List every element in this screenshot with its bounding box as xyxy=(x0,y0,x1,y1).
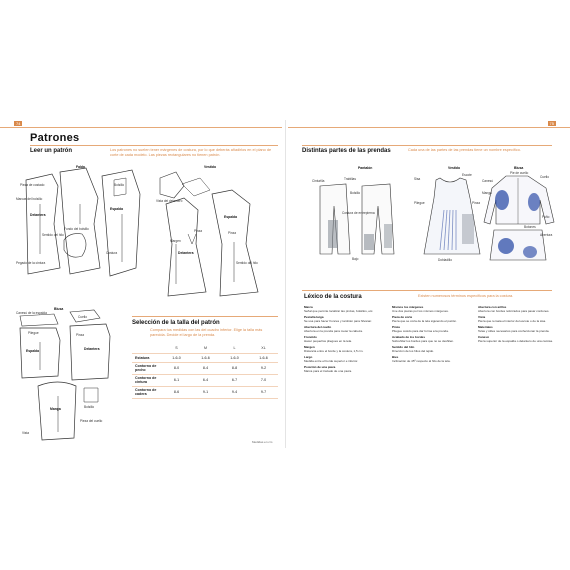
size-header-blank xyxy=(132,344,162,353)
glossary-def: Medida entre el borde superior e inferior. xyxy=(304,359,359,364)
trousers-illustration xyxy=(312,164,400,264)
trousers-label-loops: Trabillas xyxy=(344,177,356,181)
label-collar-piece: Pieza del cuello xyxy=(80,419,103,423)
trousers-label-hem: Bajo xyxy=(352,257,359,261)
glossary-term: Pieza de corte xyxy=(392,315,413,320)
label-pleat: Pliegue xyxy=(28,331,39,335)
left-page-number: 74 xyxy=(16,121,21,126)
glossary-def: Abertura con bordes reforzados para pasar cordones. xyxy=(478,309,550,314)
cell-value: 8-8 xyxy=(220,362,249,374)
skirt-diagram-title: Falda xyxy=(76,165,85,169)
label-facing: Vista xyxy=(22,431,30,435)
dress-title: Vestido xyxy=(448,166,461,170)
glossary-term: Marca xyxy=(304,305,313,310)
glossary-column-1 xyxy=(304,304,380,374)
blouse-pattern-diagram xyxy=(14,306,124,446)
blouse-title: Blusa xyxy=(514,166,524,170)
label-dress-grain: Sentido del hilo xyxy=(236,261,258,265)
glossary-term: Materiales xyxy=(478,325,493,330)
glossary-term: Canesú xyxy=(478,335,489,340)
cell-value: 1-6-6 xyxy=(191,353,220,362)
label-blouse-dart: Pinza xyxy=(76,333,84,337)
trousers-label-waistband: Cinturilla xyxy=(312,179,325,183)
glossary-heading: Léxico de la costura xyxy=(304,294,362,300)
cell-value: 6-7 xyxy=(220,374,249,386)
parts-rule xyxy=(302,145,552,146)
trousers-title: Pantalón xyxy=(358,166,373,170)
glossary-def: Marca para el trazado de una pieza. xyxy=(304,369,353,374)
row-label: Contorno de cintura xyxy=(132,374,162,386)
label-pocket-bottom: Fondo del bolsillo xyxy=(64,227,89,231)
skirt-pattern-diagram xyxy=(14,164,154,304)
chapter-title: Patrones xyxy=(30,132,80,144)
dress-front-outline xyxy=(166,198,206,296)
blouse-label-collar-stand: Pie de cuello xyxy=(510,171,529,175)
blouse-print-back-left xyxy=(498,238,514,254)
glossary-term: Mismos los márgenes xyxy=(392,305,424,310)
blouse-label-cuff: Puño xyxy=(542,215,550,219)
title-rule xyxy=(30,145,278,146)
blouse-label-buttons: Botones xyxy=(524,225,536,229)
glossary-def: Se usa para hacer frunces y también para hilvanar. xyxy=(304,319,372,324)
table-row xyxy=(132,386,278,398)
label-pocket-marks: Marcas del bolsillo xyxy=(16,197,43,201)
measure-note: Medidas en cm xyxy=(252,440,273,444)
cell-value: 8-6 xyxy=(162,386,191,398)
trousers-back-shade-2 xyxy=(384,224,392,248)
pocket-mark-outline xyxy=(114,178,126,196)
label-margin: Margen xyxy=(170,239,181,243)
glossary-def: Pieza superior de la espalda o delantero de una camisa. xyxy=(478,339,553,344)
size-table-header-row xyxy=(132,344,278,353)
glossary-rule xyxy=(302,290,552,291)
size-section-rule xyxy=(132,316,278,317)
glossary-term: Abertura con arillos xyxy=(478,305,507,310)
glossary-column-3 xyxy=(478,304,554,344)
read-pattern-heading: Leer un patrón xyxy=(30,148,73,154)
label-seam: Costura xyxy=(106,251,118,255)
label-grain: Sentido del hilo xyxy=(42,233,64,237)
label-blouse-back: Espalda xyxy=(26,349,40,353)
dress-label-armhole: Sisa xyxy=(414,177,421,181)
glossary-def: Sobrehilar los bordes para que no se deshilen. xyxy=(392,339,455,344)
glossary-def: Pieza que remata el interior del escote o de la sisa. xyxy=(478,319,547,324)
cell-value: 6-1 xyxy=(162,374,191,386)
cell-value: 6-4 xyxy=(191,374,220,386)
glossary-term: Margen xyxy=(304,345,315,350)
collar-piece-outline xyxy=(182,178,210,196)
label-back: Espalda xyxy=(110,207,124,211)
blouse-diagram-title: Blusa xyxy=(54,307,64,311)
glossary-def: Une dos piezas por los mismos márgenes. xyxy=(392,309,449,314)
glossary-term: Largo xyxy=(304,355,313,360)
cell-value: 1-6-6 xyxy=(249,353,278,362)
size-selection-heading: Selección de la talla del patrón xyxy=(132,320,220,326)
read-pattern-intro: Los patrones no suelen tener márgenes de costura, por lo que deberás añadirlos en el plano de corte de cada modelo. Las piezas rectangulares no tienen patrón. xyxy=(110,148,272,157)
book-spread xyxy=(0,120,570,448)
size-header-s: S xyxy=(162,344,191,353)
trousers-back-shade xyxy=(364,234,374,250)
glossary-term: Pinza xyxy=(392,325,400,330)
label-side-piece: Pieza de costado xyxy=(20,183,45,187)
dress-label-pleat: Pliegue xyxy=(414,201,425,205)
label-dress-dart: Pinza xyxy=(228,231,236,235)
cell-value: 9-2 xyxy=(249,362,278,374)
table-row xyxy=(132,374,278,386)
glossary-term: Abertura del cuello xyxy=(304,325,332,330)
label-dress-front: Delantera xyxy=(178,251,194,255)
label-sleeve: Manga xyxy=(50,407,61,411)
size-header-xl: XL xyxy=(249,344,278,353)
dress-side-shade xyxy=(462,214,474,244)
label-pocket: Bolsillo xyxy=(114,183,125,187)
blouse-label-opening: Abertura xyxy=(540,233,553,237)
label-front-facing: Vista del delantero xyxy=(156,199,183,203)
yoke-piece-outline xyxy=(20,314,58,326)
dress-back-outline xyxy=(212,190,258,296)
blouse-label-sleeve: Manga xyxy=(482,191,492,195)
glossary-def: Pliegue cosido para dar forma a la prenda. xyxy=(392,329,449,334)
label-back-yoke: Canesú de la espalda xyxy=(16,311,47,315)
glossary-def: Telas y útiles necesarios para confeccionar la prenda. xyxy=(478,329,550,334)
trousers-front-shade xyxy=(328,220,338,248)
label-dart: Pinza xyxy=(194,229,202,233)
label-blouse-pocket: Bolsillo xyxy=(84,405,95,409)
label-dress-back: Espalda xyxy=(224,215,238,219)
cell-value: 7-0 xyxy=(249,374,278,386)
dress-diagram-title: Vestido xyxy=(204,165,217,169)
sleeve-outline xyxy=(38,382,76,440)
glossary-term: Sentido del hilo xyxy=(392,345,415,350)
glossary-def: Distancia entre el borde y la costura, 1,5 cm. xyxy=(304,349,364,354)
left-page xyxy=(14,120,280,448)
trousers-label-inseam: Costura de entrepierna xyxy=(342,211,375,215)
dress-dart xyxy=(188,234,196,244)
glossary-def: Dirección de los hilos del tejido. xyxy=(392,349,435,354)
cell-value: 9-4 xyxy=(220,386,249,398)
blouse-print-right xyxy=(528,193,540,211)
blouse-pocket-outline xyxy=(84,388,98,402)
facing-piece-outline xyxy=(160,172,184,198)
label-waistband: Pegado de la cintura xyxy=(16,261,46,265)
dress-pattern-diagram xyxy=(154,164,274,304)
right-page xyxy=(290,120,556,448)
row-label: Contorno de cadera xyxy=(132,386,162,398)
row-label: Estatura xyxy=(132,353,162,362)
label-blouse-front: Delantera xyxy=(84,347,100,351)
front-piece-outline xyxy=(26,174,60,274)
glossary-term: Vista xyxy=(478,315,486,320)
table-row xyxy=(132,362,278,374)
label-front: Delantera xyxy=(30,213,46,217)
glossary-def: Pieza que se corta de la tela siguiendo el patrón. xyxy=(392,319,457,324)
glossary-def: Señal que permite localizar las pinzas, bolsillos, etc. xyxy=(304,309,374,314)
size-header-m: M xyxy=(191,344,220,353)
row-label: Contorno de pecho xyxy=(132,362,162,374)
label-collar: Cuello xyxy=(78,315,88,319)
glossary-term: Acabado de los bordes xyxy=(392,335,426,340)
book-gutter xyxy=(285,120,286,448)
dress-label-dart: Pinza xyxy=(472,201,480,205)
glossary-term: Posición de una pieza xyxy=(304,365,336,370)
garment-parts-intro: Cada una de las partes de las prendas tiene un nombre específico. xyxy=(408,148,521,152)
glossary-def: Inclinación de 45º respecto al hilo de la tela. xyxy=(392,359,451,364)
blouse-illustration xyxy=(484,164,556,264)
cell-value: 8-4 xyxy=(191,362,220,374)
glossary-def: Hacer pequeños pliegues en la tela. xyxy=(304,339,352,344)
glossary-column-2 xyxy=(392,304,468,364)
cell-value: 1-6-0 xyxy=(220,353,249,362)
size-selection-intro: Compara tus medidas con las del cuadro inferior. Elige la talla más parecida. Decide el largo de la prenda. xyxy=(150,328,263,337)
glossary-intro: Existen numerosos términos específicos para la costura. xyxy=(418,294,514,298)
cell-value: 1-6-0 xyxy=(162,353,191,362)
blouse-print-back-right xyxy=(523,246,537,258)
size-table xyxy=(132,344,278,399)
garment-parts-heading: Distintas partes de las prendas xyxy=(302,148,391,154)
right-page-number: 75 xyxy=(549,121,554,126)
blouse-print-left xyxy=(495,190,509,210)
blouse-label-collar: Cuello xyxy=(540,175,550,179)
glossary-term: Pestaña larga xyxy=(304,315,324,320)
blouse-label-yoke: Canesú xyxy=(482,179,493,183)
cell-value: 8-0 xyxy=(162,362,191,374)
glossary-def: Abertura en la prenda para meter la cabeza. xyxy=(304,329,363,334)
glossary-term: Bies xyxy=(392,355,399,360)
cell-value: 9-1 xyxy=(191,386,220,398)
trousers-label-pocket: Bolsillo xyxy=(350,191,361,195)
size-header-l: L xyxy=(220,344,249,353)
dress-label-hem: Dobladillo xyxy=(438,258,452,262)
dress-label-neckline: Escote xyxy=(462,173,472,177)
cell-value: 9-7 xyxy=(249,386,278,398)
dress-illustration xyxy=(414,164,492,264)
glossary-term: Fruncido xyxy=(304,335,317,340)
table-row xyxy=(132,353,278,362)
